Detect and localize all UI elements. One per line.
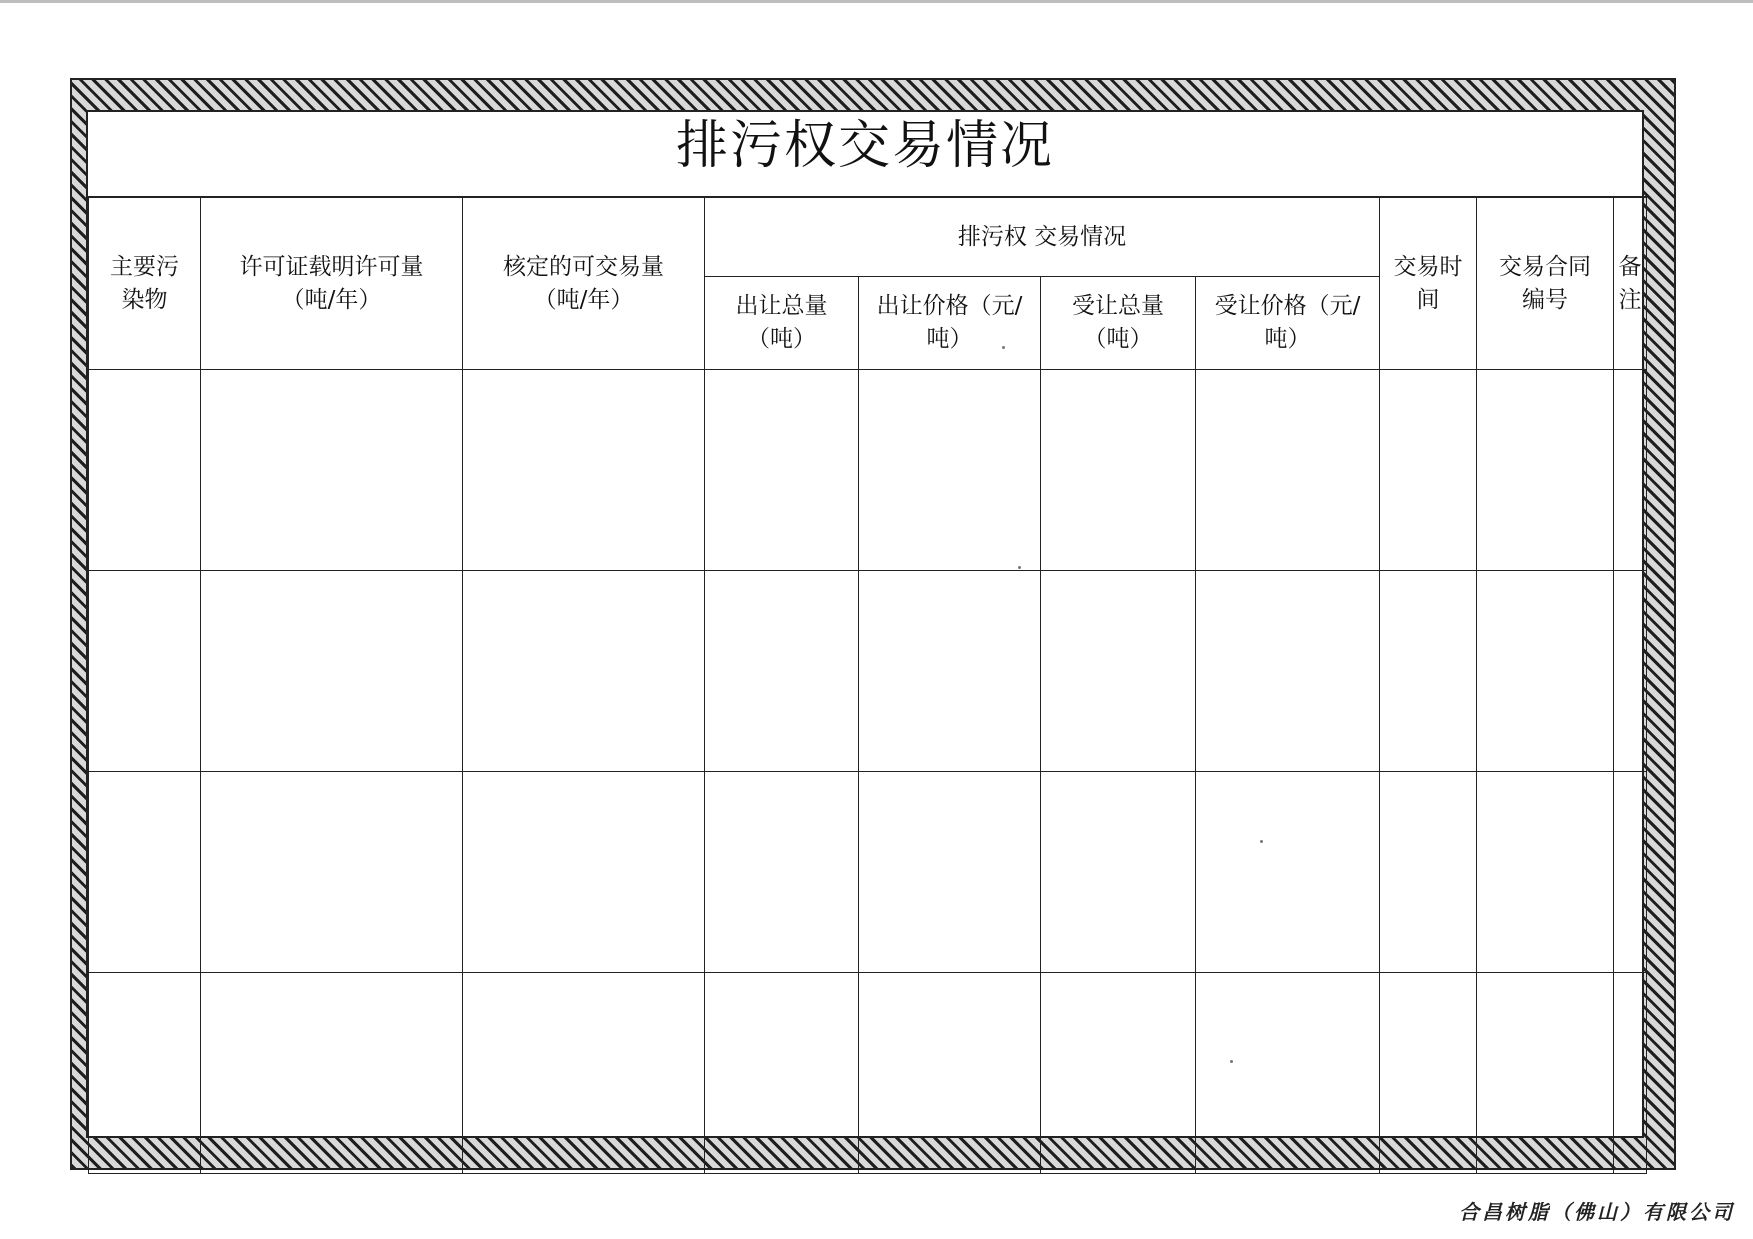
table-cell (201, 571, 463, 772)
table-cell (1041, 571, 1196, 772)
header-transfer-out-price: 出让价格（元/ 吨） (859, 277, 1041, 370)
table-cell (1380, 571, 1477, 772)
table-cell (859, 370, 1041, 571)
table-cell (1041, 772, 1196, 973)
table-cell (89, 973, 201, 1174)
header-transfer-out-total: 出让总量 （吨） (705, 277, 859, 370)
table-cell (89, 772, 201, 973)
table-cell (201, 973, 463, 1174)
table-cell (1380, 370, 1477, 571)
page-title: 排污权交易情况 (675, 116, 1054, 176)
header-contract-no: 交易合同 编号 (1477, 197, 1614, 370)
table-cell (705, 772, 859, 973)
scan-speck (1018, 566, 1021, 569)
emission-trading-table (88, 196, 1647, 1174)
decorative-border-frame (70, 78, 1676, 1170)
table-cell (1196, 973, 1380, 1174)
header-permit-quantity: 许可证载明许可量 （吨/年） (201, 197, 463, 370)
table-cell (1380, 772, 1477, 973)
page-top-edge (0, 0, 1753, 3)
table-cell (1196, 370, 1380, 571)
table-row (89, 370, 1647, 571)
header-transfer-in-price: 受让价格（元/ 吨） (1196, 277, 1380, 370)
table-cell (705, 973, 859, 1174)
table-row (89, 571, 1647, 772)
table-cell (89, 370, 201, 571)
table-body (89, 370, 1647, 1174)
header-remarks: 备 注 (1614, 197, 1647, 370)
table-cell (463, 772, 705, 973)
table-row (89, 973, 1647, 1174)
table-cell (463, 571, 705, 772)
table-row (89, 772, 1647, 973)
table-cell (1196, 571, 1380, 772)
table-cell (1477, 772, 1614, 973)
table-cell (705, 571, 859, 772)
form-panel (86, 110, 1644, 1138)
table-cell (859, 772, 1041, 973)
header-verified-tradable: 核定的可交易量 （吨/年） (463, 197, 705, 370)
scan-speck (1002, 346, 1005, 349)
table-cell (859, 973, 1041, 1174)
table-cell (1196, 772, 1380, 973)
table-cell (1041, 973, 1196, 1174)
table-cell (1614, 772, 1647, 973)
table-cell (1380, 973, 1477, 1174)
table-cell (89, 571, 201, 772)
table-cell (1614, 973, 1647, 1174)
table-cell (201, 772, 463, 973)
table-cell (463, 973, 705, 1174)
header-trading-group: 排污权 交易情况 (705, 197, 1380, 277)
table-cell (705, 370, 859, 571)
table-cell (1477, 973, 1614, 1174)
table-cell (1477, 370, 1614, 571)
table-cell (201, 370, 463, 571)
table-cell (1614, 370, 1647, 571)
scan-speck (1230, 1060, 1233, 1063)
header-pollutant: 主要污 染物 (89, 197, 201, 370)
table-cell (859, 571, 1041, 772)
table-cell (1614, 571, 1647, 772)
table-cell (463, 370, 705, 571)
header-transfer-in-total: 受让总量 （吨） (1041, 277, 1196, 370)
company-footer: 合昌树脂（佛山）有限公司 (1459, 1200, 1735, 1224)
scan-speck (1260, 840, 1263, 843)
header-trade-time: 交易时 间 (1380, 197, 1477, 370)
table-cell (1041, 370, 1196, 571)
table-cell (1477, 571, 1614, 772)
